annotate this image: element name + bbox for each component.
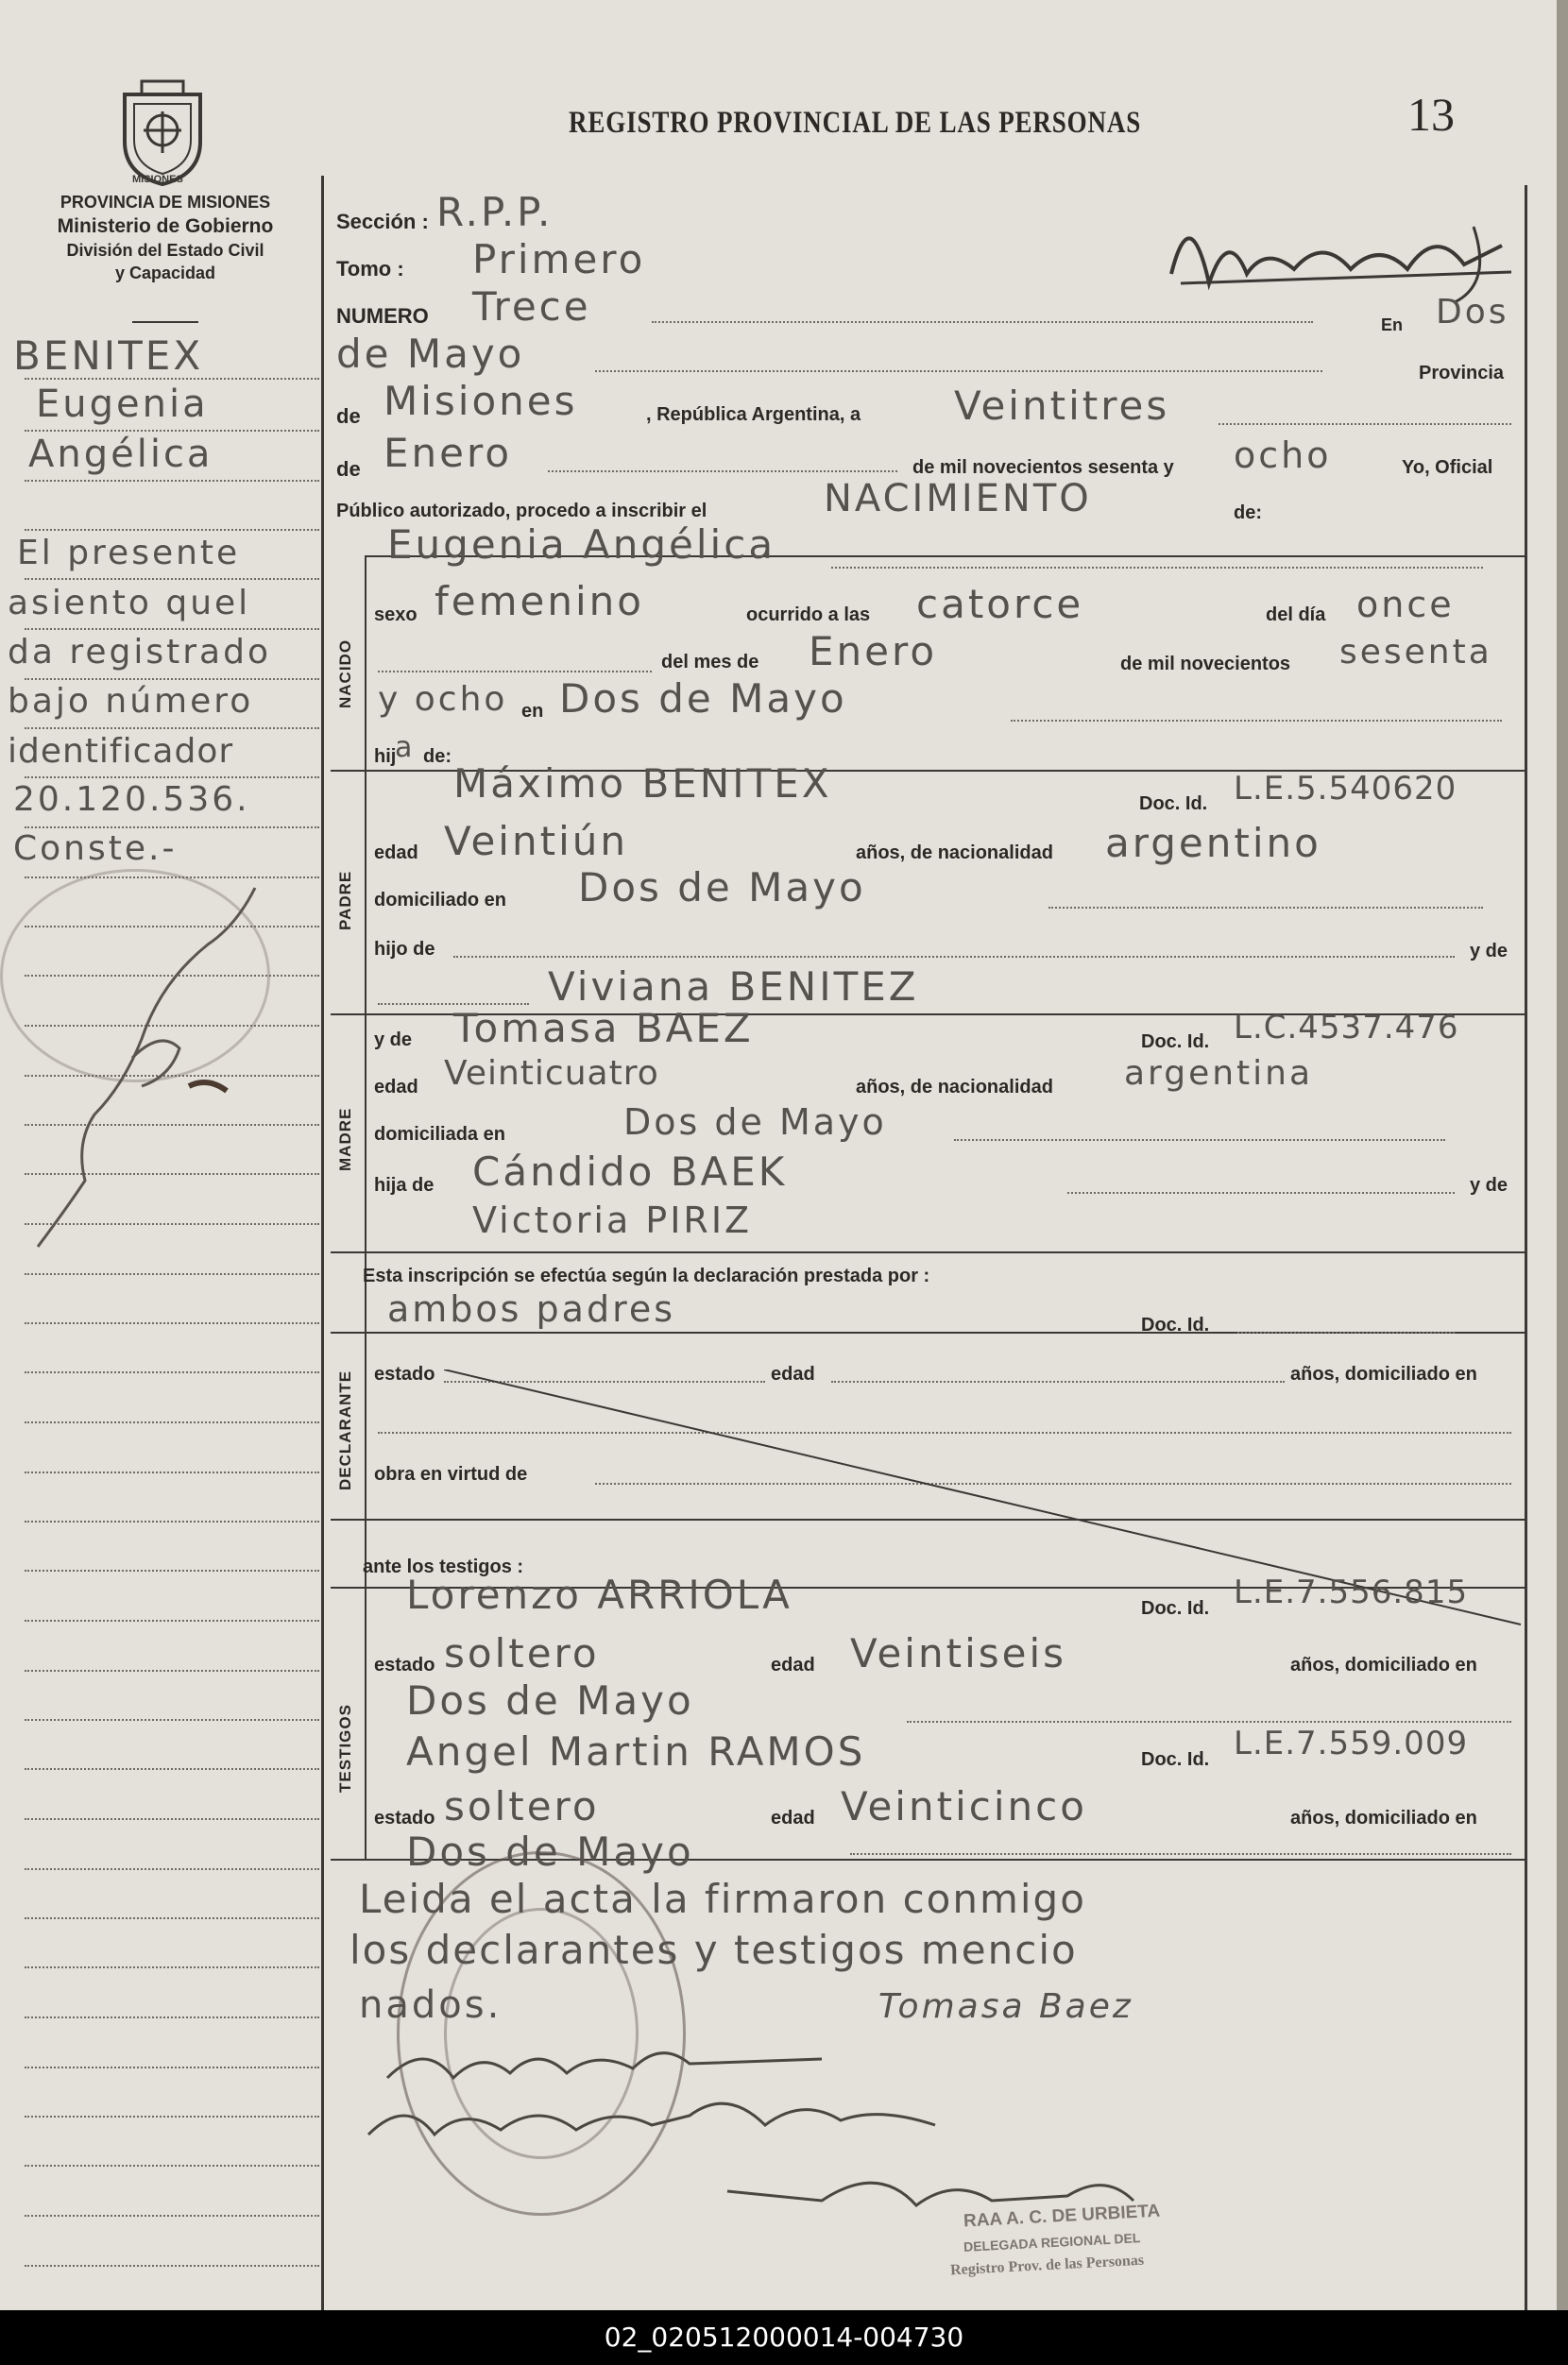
value-padre-doc: L.E.5.540620 xyxy=(1234,770,1457,808)
section-label-nacido: NACIDO xyxy=(336,638,354,708)
value-mes: Enero xyxy=(383,430,513,476)
value-ano: ocho xyxy=(1234,434,1332,476)
value-dia-texto: Veintitres xyxy=(954,383,1170,429)
line-testigo2-dom xyxy=(850,1853,1511,1855)
right-border xyxy=(1525,185,1527,2348)
label-testigo2-anos: años, domiciliado en xyxy=(1290,1808,1477,1829)
value-hora: catorce xyxy=(916,581,1084,627)
inner-left-rule xyxy=(365,555,366,1859)
margin-note-2: asiento quel xyxy=(8,584,251,622)
org-line-3: División del Estado Civil xyxy=(66,241,264,260)
official-stamp-line-2: DELEGADA REGIONAL DEL xyxy=(963,2230,1141,2254)
value-seccion: R.P.P. xyxy=(436,189,554,235)
official-stamp-line-3: Registro Prov. de las Personas xyxy=(949,2252,1145,2279)
value-madre-edad: Veinticuatro xyxy=(444,1054,659,1093)
line-padre-dom xyxy=(1048,907,1483,909)
value-hijo-sufijo: a xyxy=(395,731,416,764)
margin-surname: BENITEX xyxy=(13,332,204,379)
value-testigo1-estado: soltero xyxy=(444,1630,600,1676)
crest-emblem-icon xyxy=(106,76,219,189)
label-padre-y-de: y de xyxy=(1470,941,1508,961)
margin-signature-icon xyxy=(19,869,283,1266)
org-header xyxy=(9,193,321,283)
line-numero xyxy=(652,321,1313,323)
section-label-declarante: DECLARANTE xyxy=(336,1370,354,1490)
label-declarante-estado: estado xyxy=(374,1364,435,1385)
value-dia: once xyxy=(1356,584,1455,625)
value-madre-dom: Dos de Mayo xyxy=(623,1101,887,1143)
page-number: 13 xyxy=(1407,88,1455,141)
value-testigo2-dom: Dos de Mayo xyxy=(406,1829,694,1875)
label-esta-inscripcion: Esta inscripción se efectúa según la declaración prestada por : xyxy=(363,1266,930,1286)
line-place2 xyxy=(595,370,1322,372)
value-abuela-paterna: Viviana BENITEZ xyxy=(548,963,919,1010)
label-hijo-de: de: xyxy=(423,746,452,767)
section-label-padre: PADRE xyxy=(336,870,354,930)
label-de-provincia: de xyxy=(336,404,361,428)
org-line-1: PROVINCIA DE MISIONES xyxy=(60,193,271,212)
value-padre-nombre: Máximo BENITEX xyxy=(453,760,832,807)
org-line-2: Ministerio de Gobierno xyxy=(57,215,274,237)
label-del-mes: del mes de xyxy=(661,652,759,672)
line-lugar-nac xyxy=(1011,720,1502,722)
crest-label: MISIONES xyxy=(132,174,183,185)
value-sexo: femenino xyxy=(435,578,644,624)
label-sexo: sexo xyxy=(374,604,418,625)
label-de-mil-nov: de mil novecientos xyxy=(1120,654,1291,674)
margin-name-2: Angélica xyxy=(28,433,213,476)
value-abuelo-materno: Cándido BAEK xyxy=(472,1148,788,1195)
org-divider xyxy=(132,321,198,323)
left-column-divider xyxy=(321,176,324,2348)
value-ano-nac2: y ocho xyxy=(378,680,508,719)
label-en: En xyxy=(1381,315,1404,334)
label-ante: ante los testigos : xyxy=(363,1557,524,1577)
value-testigo1-nombre: Lorenzo ARRIOLA xyxy=(406,1572,793,1618)
label-testigo1-doc: Doc. Id. xyxy=(1141,1598,1210,1619)
label-yo-oficial: Yo, Oficial xyxy=(1402,457,1493,478)
margin-note-5: identificador xyxy=(8,732,234,771)
line-declarante-doc xyxy=(1237,1332,1455,1334)
label-testigo1-edad: edad xyxy=(771,1655,815,1676)
value-cierre-1: Leida el acta la firmaron conmigo xyxy=(359,1876,1086,1922)
label-madre-dom: domiciliada en xyxy=(374,1124,505,1145)
value-abuela-materna: Victoria PIRIZ xyxy=(472,1200,753,1241)
margin-note-1: El presente xyxy=(17,534,241,572)
page-title: REGISTRO PROVINCIAL DE LAS PERSONAS xyxy=(569,106,1142,140)
value-mes-nac: Enero xyxy=(809,628,938,674)
value-tomo: Primero xyxy=(472,236,646,282)
value-numero: Trece xyxy=(472,283,591,330)
value-place2: de Mayo xyxy=(336,331,525,377)
official-stamp-line-1: RAA A. C. DE URBIETA xyxy=(963,2201,1161,2232)
section-label-testigos: TESTIGOS xyxy=(336,1704,354,1793)
label-padre-anos: años, de nacionalidad xyxy=(856,842,1053,863)
label-publico: Público autorizado, procedo a inscribir el xyxy=(336,501,707,521)
value-padre-edad: Veintiún xyxy=(444,818,628,864)
line-mes xyxy=(548,470,897,472)
label-de-mil: de mil novecientos sesenta y xyxy=(912,457,1174,478)
label-testigo2-edad: edad xyxy=(771,1808,815,1829)
label-declarante-edad: edad xyxy=(771,1364,815,1385)
line-padre-hijo-de xyxy=(453,956,1455,958)
value-madre-doc: L.C.4537.476 xyxy=(1234,1009,1459,1046)
line-dia-continued xyxy=(378,671,652,672)
label-madre-y-de-end: y de xyxy=(1470,1175,1508,1196)
value-en-place: Dos xyxy=(1436,293,1509,332)
label-testigo2-doc: Doc. Id. xyxy=(1141,1749,1210,1770)
value-madre-nombre: Tomasa BAEZ xyxy=(453,1005,754,1051)
label-padre-dom: domiciliado en xyxy=(374,890,507,910)
label-padre-doc: Doc. Id. xyxy=(1139,793,1208,814)
value-testigo2-nombre: Angel Martin RAMOS xyxy=(406,1728,866,1775)
label-padre-hijo-de: hijo de xyxy=(374,939,435,960)
line-abuelo-materno xyxy=(1067,1192,1455,1194)
label-testigo1-estado: estado xyxy=(374,1655,435,1676)
label-de-colon: de: xyxy=(1234,502,1262,523)
label-madre-doc: Doc. Id. xyxy=(1141,1031,1210,1052)
label-en-lugar: en xyxy=(521,701,544,722)
label-madre-hija-de: hija de xyxy=(374,1175,435,1196)
label-seccion: Sección : xyxy=(336,210,429,233)
value-acto: NACIMIENTO xyxy=(824,477,1092,520)
registry-round-stamp-inner xyxy=(444,1908,639,2159)
label-tomo: Tomo : xyxy=(336,257,404,281)
margin-note-3: da registrado xyxy=(8,633,271,672)
value-madre-nac: argentina xyxy=(1124,1054,1314,1093)
line-dia-texto xyxy=(1219,423,1511,425)
label-republica: , República Argentina, a xyxy=(646,404,861,425)
label-provincia: Provincia xyxy=(1419,363,1505,383)
value-firma-madre: Tomasa Baez xyxy=(878,1987,1133,2026)
label-obra: obra en virtud de xyxy=(374,1464,528,1485)
value-testigo1-dom: Dos de Mayo xyxy=(406,1677,694,1724)
value-cierre-3: nados. xyxy=(359,1983,503,2027)
value-declarante: ambos padres xyxy=(387,1288,676,1330)
value-testigo2-edad: Veinticinco xyxy=(841,1783,1087,1829)
label-padre-edad: edad xyxy=(374,842,418,863)
value-padre-dom: Dos de Mayo xyxy=(578,864,866,910)
value-testigo1-edad: Veintiseis xyxy=(850,1630,1067,1676)
value-lugar-nac: Dos de Mayo xyxy=(559,675,847,722)
margin-note-4: bajo número xyxy=(8,682,254,721)
margin-name-1: Eugenia xyxy=(36,383,209,426)
value-testigo1-doc: L.E.7.556.815 xyxy=(1234,1574,1469,1611)
label-madre-edad: edad xyxy=(374,1077,418,1097)
org-line-4: y Capacidad xyxy=(114,264,216,282)
label-hijo: hij xyxy=(374,746,397,767)
line-nombre xyxy=(831,567,1483,569)
value-testigo2-estado: soltero xyxy=(444,1783,600,1829)
label-testigo2-estado: estado xyxy=(374,1808,435,1829)
value-padre-nac: argentino xyxy=(1105,820,1321,866)
label-de-mes: de xyxy=(336,457,361,481)
label-madre-y-de: y de xyxy=(374,1029,413,1050)
section-label-madre: MADRE xyxy=(336,1107,354,1171)
label-del-dia: del día xyxy=(1266,604,1326,625)
label-numero: NUMERO xyxy=(336,304,429,328)
value-ano-nac1: sesenta xyxy=(1339,633,1492,672)
label-madre-anos: años, de nacionalidad xyxy=(856,1077,1053,1097)
value-testigo2-doc: L.E.7.559.009 xyxy=(1234,1725,1469,1762)
label-declarante-doc: Doc. Id. xyxy=(1141,1315,1210,1336)
label-ocurrido: ocurrido a las xyxy=(746,604,871,625)
value-cierre-2: los declarantes y testigos mencio xyxy=(349,1927,1078,1973)
value-nombre: Eugenia Angélica xyxy=(387,521,776,568)
margin-note-6: 20.120.536. xyxy=(13,780,250,819)
line-testigo1-dom xyxy=(907,1721,1511,1723)
section-madre-end xyxy=(331,1251,1525,1253)
file-id-footer: 02_020512000014-004730 xyxy=(0,2310,1568,2365)
value-provincia: Misiones xyxy=(383,378,578,424)
label-declarante-anos: años, domiciliado en xyxy=(1290,1364,1477,1385)
margin-note-7: Conste.- xyxy=(13,829,178,868)
line-madre-dom xyxy=(954,1139,1445,1141)
label-testigo1-anos: años, domiciliado en xyxy=(1290,1655,1477,1676)
